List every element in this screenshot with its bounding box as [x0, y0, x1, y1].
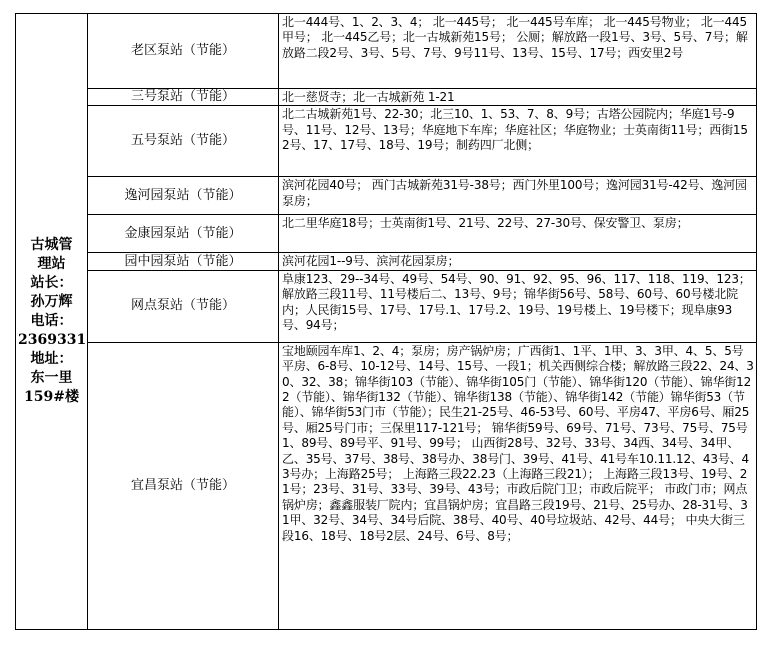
pump-station-name: 逸河园泵站（节能）	[88, 177, 279, 215]
table-row	[16, 89, 757, 106]
pump-station-name: 老区泵站（节能）	[88, 14, 279, 89]
pump-station-name: 园中园泵站（节能）	[88, 253, 279, 270]
manager-label: 站长：	[30, 274, 73, 291]
pump-station-name: 五号泵站（节能）	[88, 106, 279, 177]
phone-label: 电话：	[30, 312, 73, 329]
served-addresses: 阜康123、29--34号、49号、54号、90、91、92、95、96、117、118、119、123； 解放路三段11号、11号楼后二、13号、9号；锦华街56号、58号、60号、60号楼北院内；人民街15号、17号、17号.1、17号.2、19号、19号楼上、19号楼下；现阜康93号、94号；	[279, 270, 757, 342]
manager-name: 孙万辉	[30, 293, 73, 310]
table-row	[16, 342, 757, 629]
station-name-line1: 古城管	[30, 236, 73, 253]
table-row	[16, 14, 757, 89]
served-addresses: 北一慈贤寺；北一古城新苑 1-21	[279, 89, 757, 106]
served-addresses: 北一444号、1、2、3、4； 北一445号； 北一445号车库； 北一445号物业； 北一445甲号； 北一445乙号；北一古城新苑15号； 公厕；解放路一段1号、3号、5号、7号；解放路二段2号、3号、5号、7号、9号11号、13号、15号、17号；西安里2号	[279, 14, 757, 89]
phone-number: 2369331	[18, 331, 87, 348]
table-row	[16, 270, 757, 342]
pump-station-name: 三号泵站（节能）	[88, 89, 279, 106]
table-row	[16, 253, 757, 270]
table-row	[16, 215, 757, 253]
address-line1: 东一里	[30, 369, 73, 386]
pump-station-table	[15, 13, 757, 630]
served-addresses: 北二古城新苑1号、22-30；北三10、1、53、7、8、9号；古塔公园院内；华庭1号-9号、11号、12号、13号；华庭地下车库；华庭社区；华庭物业；士英南街11号；西街152号、17、17号、18号、19号；制药四厂北侧；	[279, 106, 757, 177]
station-name-line2: 理站	[37, 255, 66, 272]
pump-station-name: 宜昌泵站（节能）	[88, 342, 279, 629]
table-row	[16, 106, 757, 177]
served-addresses: 滨河花园40号； 西门古城新苑31号-38号；西门外里100号；逸河园31号-42号、逸河园泵房；	[279, 177, 757, 215]
served-addresses: 滨河花园1--9号、滨河花园泵房；	[279, 253, 757, 270]
address-line2: 159#楼	[24, 388, 79, 405]
pump-station-name: 网点泵站（节能）	[88, 270, 279, 342]
pump-station-name: 金康园泵站（节能）	[88, 215, 279, 253]
served-addresses: 北二里华庭18号；士英南街1号、21号、22号、27-30号、保安警卫、泵房；	[279, 215, 757, 253]
table-row	[16, 177, 757, 215]
management-station-info	[16, 14, 88, 630]
address-label: 地址：	[30, 350, 73, 367]
served-addresses: 宝地颐园车库1、2、4；泵房；房产锅炉房；广西街1、1平、1甲、3、3甲、4、5、5号平房、6-8号、10-12号、14号、15号、一段1；机关西侧综合楼；解放路三段22、24、30、32、38；锦华街103（节能）、锦华街105门（节能）、锦华街120（节能）、锦华街122（节能）、锦华街132（节能）、锦华街138（节能）、锦华街142（节能）锦华街53（节能）、锦华街53门市（节能）；民生21-25号、46-53号、60号、平房47、平房6号、厢25号、厢25号门市；三保里117-121号； 锦华街59号、69号、71号、73号、75号、75号1、89号、89号平、91号、99号； 山西街28号、32号、33号、34西、34号、34甲、乙、35号、37号、38号、38号办、38号门、39号、41号、41号车10.11.12、43号、43号办；上海路25号； 上海路三段22.23（上海路三段21）； 上海路三段13号、19号、21号；23号、31号、33号、39号、43号；市政后院门卫；市政后院平； 市政门市；网点锅炉房；鑫鑫服装厂院内；宜昌锅炉房；宜昌路三段19号、21号、25号办、28-31号、31甲、32号、34号、34号后院、38号、40号、40号垃圾站、42号、44号； 中央大街三段16、18号、18号2层、24号、6号、8号；	[279, 342, 757, 629]
